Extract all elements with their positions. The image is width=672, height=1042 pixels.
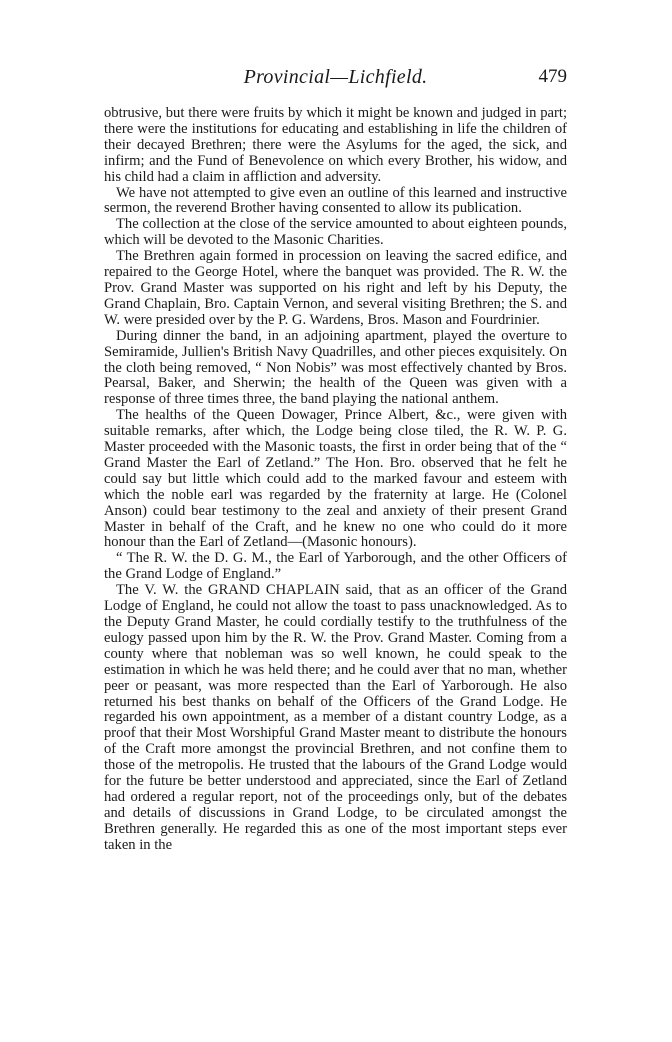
bleed-through-smudge [104, 940, 567, 952]
paragraph-7: “ The R. W. the D. G. M., the Earl of Yarborough, and the other Officers of the Grand Lodge of England.” [104, 550, 567, 583]
running-title: Provincial—Lichfield. [243, 66, 428, 88]
page-header [104, 66, 567, 106]
paragraph-1: obtrusive, but there were fruits by which it might be known and judged in part; there were the institutions for educating and establishing in life the children of their decayed Brethren; there were the Asylums for the aged, the sick, and infirm; and the Fund of Benevolence on which every Brother, his widow, and his child had a claim in affliction and adversity. [104, 105, 567, 185]
paragraph-6: The healths of the Queen Dowager, Prince Albert, &c., were given with suitable remarks, after which, the Lodge being close tiled, the R. W. P. G. Master proceeded with the Masonic toasts, the first in order being that of the “ Grand Master the Earl of Zetland.” The Hon. Bro. observed that he felt he could say but little which could add to the marked favour and esteem with which the noble earl was regarded by the fraternity at large. He (Colonel Anson) could bear testimony to the zeal and anxiety of their present Grand Master in behalf of the Craft, and he knew no one who could do it more honour than the Earl of Zetland—(Masonic honours). [104, 407, 567, 551]
paragraph-3: The collection at the close of the service amounted to about eighteen pounds, which will be devoted to the Masonic Charities. [104, 216, 567, 249]
paragraph-2: We have not attempted to give even an outline of this learned and instructive sermon, the reverend Brother having consented to allow its publication. [104, 184, 567, 217]
paragraph-8: The V. W. the GRAND CHAPLAIN said, that as an officer of the Grand Lodge of England, he could not allow the toast to pass unacknowledged. As to the Deputy Grand Master, he could cordially testify to the truthfulness of the eulogy passed upon him by the R. W. the Prov. Grand Master. Coming from a county where that nobleman was so well known, he could speak to the estimation in which he was held there; and he could aver that no man, whether peer or peasant, was more respected than the Earl of Yarborough. He also returned his best thanks on behalf of the Officers of the Grand Lodge. He regarded his own appointment, as a member of a distant country Lodge, as a proof that their Most Worshipful Grand Master meant to distribute the honours of the Craft more amongst the provincial Brethren, and not confine them to those of the metropolis. He trusted that the labours of the Grand Lodge would for the future be better understood and appreciated, since the Earl of Zetland had ordered a regular report, not of the proceedings only, but of the debates and details of discussions in Grand Lodge, to be circulated amongst the Brethren generally. He regarded this as one of the most important steps ever taken in the [104, 582, 567, 853]
document-page [104, 66, 567, 854]
body-text [104, 106, 567, 854]
page-number: 479 [538, 66, 567, 87]
paragraph-4: The Brethren again formed in procession on leaving the sacred edifice, and repaired to the George Hotel, where the banquet was provided. The R. W. the Prov. Grand Master was supported on his right and left by his Deputy, the Grand Chaplain, Bro. Captain Vernon, and several visiting Brethren; the S. and W. were presided over by the P. G. Wardens, Bros. Mason and Fourdrinier. [104, 248, 567, 328]
paragraph-5: During dinner the band, in an adjoining apartment, played the overture to Semiramide, Jullien's British Navy Quadrilles, and other pieces exquisitely. On the cloth being removed, “ Non Nobis” was most effectively chanted by Bros. Pearsal, Baker, and Sherwin; the health of the Queen was given with a response of three times three, the band playing the national anthem. [104, 327, 567, 408]
